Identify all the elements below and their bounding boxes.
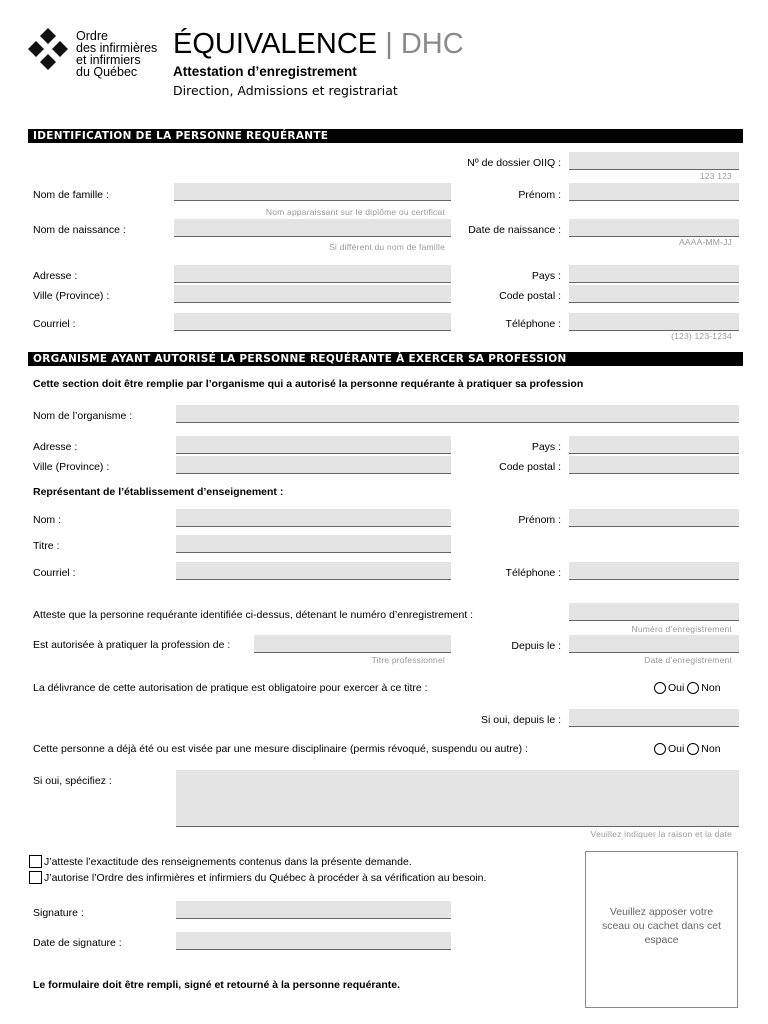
- attestation-checkbox[interactable]: [29, 855, 42, 868]
- pays-label: Pays :: [531, 270, 561, 282]
- numero-enregistrement-hint: Numéro d’enregistrement: [631, 624, 732, 634]
- rep-telephone-label: Téléphone :: [505, 567, 561, 579]
- telephone-hint: (123) 123-1234: [671, 331, 732, 341]
- numero-enregistrement-input[interactable]: [569, 603, 739, 621]
- si-oui-depuis-input[interactable]: [569, 709, 739, 727]
- org-name-line: et infirmiers: [76, 53, 141, 67]
- courriel-input[interactable]: [174, 313, 451, 331]
- non-label: Non: [701, 743, 721, 755]
- obligatoire-non-radio[interactable]: [687, 682, 720, 694]
- oui-label: Oui: [668, 682, 685, 694]
- code-postal-label: Code postal :: [499, 290, 561, 302]
- depuis-label: Depuis le :: [511, 640, 561, 652]
- section-identification-heading: IDENTIFICATION DE LA PERSONNE REQUÉRANTE: [28, 129, 743, 143]
- radio-circle-icon: [654, 682, 666, 694]
- rep-prenom-label: Prénom :: [518, 514, 561, 526]
- rep-titre-input[interactable]: [176, 535, 451, 553]
- rep-courriel-label: Courriel :: [33, 567, 76, 579]
- organisme-adresse-label: Adresse :: [33, 441, 78, 453]
- adresse-label: Adresse :: [33, 270, 78, 282]
- nom-naissance-hint: Si différent du nom de famille: [329, 242, 445, 252]
- profession-hint: Titre professionnel: [371, 655, 445, 665]
- date-naissance-input[interactable]: [569, 219, 739, 237]
- autorisation-checkbox[interactable]: [29, 871, 42, 884]
- specifiez-label: Si oui, spécifiez :: [33, 775, 112, 787]
- rep-courriel-input[interactable]: [176, 562, 451, 580]
- organisme-nom-input[interactable]: [176, 405, 739, 423]
- ville-label: Ville (Province) :: [33, 290, 110, 302]
- seal-instructions: Veuillez apposer votre sceau ou cachet dans cet espace: [601, 906, 722, 946]
- nom-famille-label: Nom de famille :: [33, 189, 109, 201]
- obligatoire-options: [654, 682, 721, 694]
- representant-heading: Représentant de l’établissement d’enseignement :: [33, 486, 284, 498]
- org-name-line: du Québec: [76, 65, 138, 79]
- telephone-label: Téléphone :: [505, 318, 561, 330]
- rep-nom-label: Nom :: [33, 514, 62, 526]
- depuis-hint: Date d’enregistrement: [644, 655, 732, 665]
- nom-famille-hint: Nom apparaissant sur le diplôme ou certificat: [265, 207, 445, 217]
- organisme-code-postal-input[interactable]: [569, 456, 739, 474]
- attestation-label: J’atteste l’exactitude des renseignements contenus dans la présente demande.: [44, 856, 412, 868]
- signature-label: Signature :: [33, 907, 84, 919]
- final-note: Le formulaire doit être rempli, signé et retourné à la personne requérante.: [33, 979, 401, 991]
- adresse-input[interactable]: [174, 265, 451, 283]
- date-naissance-label: Date de naissance :: [468, 224, 561, 236]
- specifiez-hint: Veuillez indiquer la raison et la date: [590, 829, 732, 839]
- nom-naissance-label: Nom de naissance :: [33, 224, 126, 236]
- organisme-code-postal-label: Code postal :: [499, 461, 561, 473]
- organisme-nom-label: Nom de l’organisme :: [33, 410, 133, 422]
- dossier-label: Nº de dossier OIIQ :: [467, 157, 561, 169]
- oui-label: Oui: [668, 743, 685, 755]
- prenom-label: Prénom :: [518, 189, 561, 201]
- form-subtitle: Attestation d’enregistrement: [173, 64, 357, 79]
- org-name-line: des infirmières: [76, 41, 158, 55]
- dossier-hint: 123 123: [699, 171, 732, 181]
- courriel-label: Courriel :: [33, 318, 76, 330]
- org-name-line: Ordre: [76, 29, 108, 43]
- form-title: [173, 28, 464, 60]
- org-name: [76, 30, 157, 78]
- radio-circle-icon: [687, 682, 699, 694]
- radio-circle-icon: [654, 743, 666, 755]
- rep-prenom-input[interactable]: [569, 509, 739, 527]
- atteste-label: Atteste que la personne requérante identifiée ci-dessus, détenant le numéro d’enregistrement :: [33, 609, 474, 621]
- non-label: Non: [701, 682, 721, 694]
- specifiez-textarea[interactable]: [176, 770, 739, 827]
- autorisation-label: J’autorise l’Ordre des infirmières et infirmiers du Québec à procéder à sa vérification au besoin.: [44, 872, 487, 884]
- disciplinaire-label: Cette personne a déjà été ou est visée par une mesure disciplinaire (permis révoqué, suspendu ou autre) :: [33, 743, 528, 755]
- ville-input[interactable]: [174, 285, 451, 303]
- section-organisme-intro: Cette section doit être remplie par l’organisme qui a autorisé la personne requérante à pratiquer sa profession: [33, 378, 584, 390]
- code-postal-input[interactable]: [569, 285, 739, 303]
- department-name: Direction, Admissions et registrariat: [173, 83, 398, 98]
- organisme-adresse-input[interactable]: [176, 436, 451, 454]
- signature-input[interactable]: [176, 901, 451, 919]
- date-naissance-hint: AAAA-MM-JJ: [679, 237, 732, 247]
- form-title-code: DHC: [400, 28, 464, 60]
- seal-box[interactable]: [585, 851, 738, 1008]
- oiiq-logo-icon: [26, 26, 70, 72]
- pays-input[interactable]: [569, 265, 739, 283]
- profession-label: Est autorisée à pratiquer la profession de :: [33, 639, 231, 651]
- section-organisme-heading: ORGANISME AYANT AUTORISÉ LA PERSONNE REQUÉRANTE À EXERCER SA PROFESSION: [28, 352, 743, 366]
- organisme-ville-input[interactable]: [176, 456, 451, 474]
- telephone-input[interactable]: [569, 313, 739, 331]
- form-title-main: ÉQUIVALENCE: [173, 28, 378, 60]
- disciplinaire-non-radio[interactable]: [687, 743, 720, 755]
- obligatoire-oui-radio[interactable]: [654, 682, 684, 694]
- si-oui-depuis-label: Si oui, depuis le :: [481, 714, 561, 726]
- nom-naissance-input[interactable]: [174, 219, 451, 237]
- obligatoire-label: La délivrance de cette autorisation de pratique est obligatoire pour exercer à ce titre :: [33, 682, 428, 694]
- disciplinaire-options: [654, 743, 721, 755]
- organisme-pays-label: Pays :: [531, 441, 561, 453]
- organisme-pays-input[interactable]: [569, 436, 739, 454]
- profession-input[interactable]: [254, 635, 451, 653]
- rep-nom-input[interactable]: [176, 509, 451, 527]
- form-title-separator: |: [385, 28, 393, 60]
- radio-circle-icon: [687, 743, 699, 755]
- nom-famille-input[interactable]: [174, 183, 451, 201]
- depuis-input[interactable]: [569, 635, 739, 653]
- rep-titre-label: Titre :: [33, 540, 60, 552]
- disciplinaire-oui-radio[interactable]: [654, 743, 684, 755]
- date-signature-input[interactable]: [176, 932, 451, 950]
- rep-telephone-input[interactable]: [569, 562, 739, 580]
- dossier-input[interactable]: [569, 152, 739, 170]
- date-signature-label: Date de signature :: [33, 937, 122, 949]
- prenom-input[interactable]: [569, 183, 739, 201]
- organisme-ville-label: Ville (Province) :: [33, 461, 110, 473]
